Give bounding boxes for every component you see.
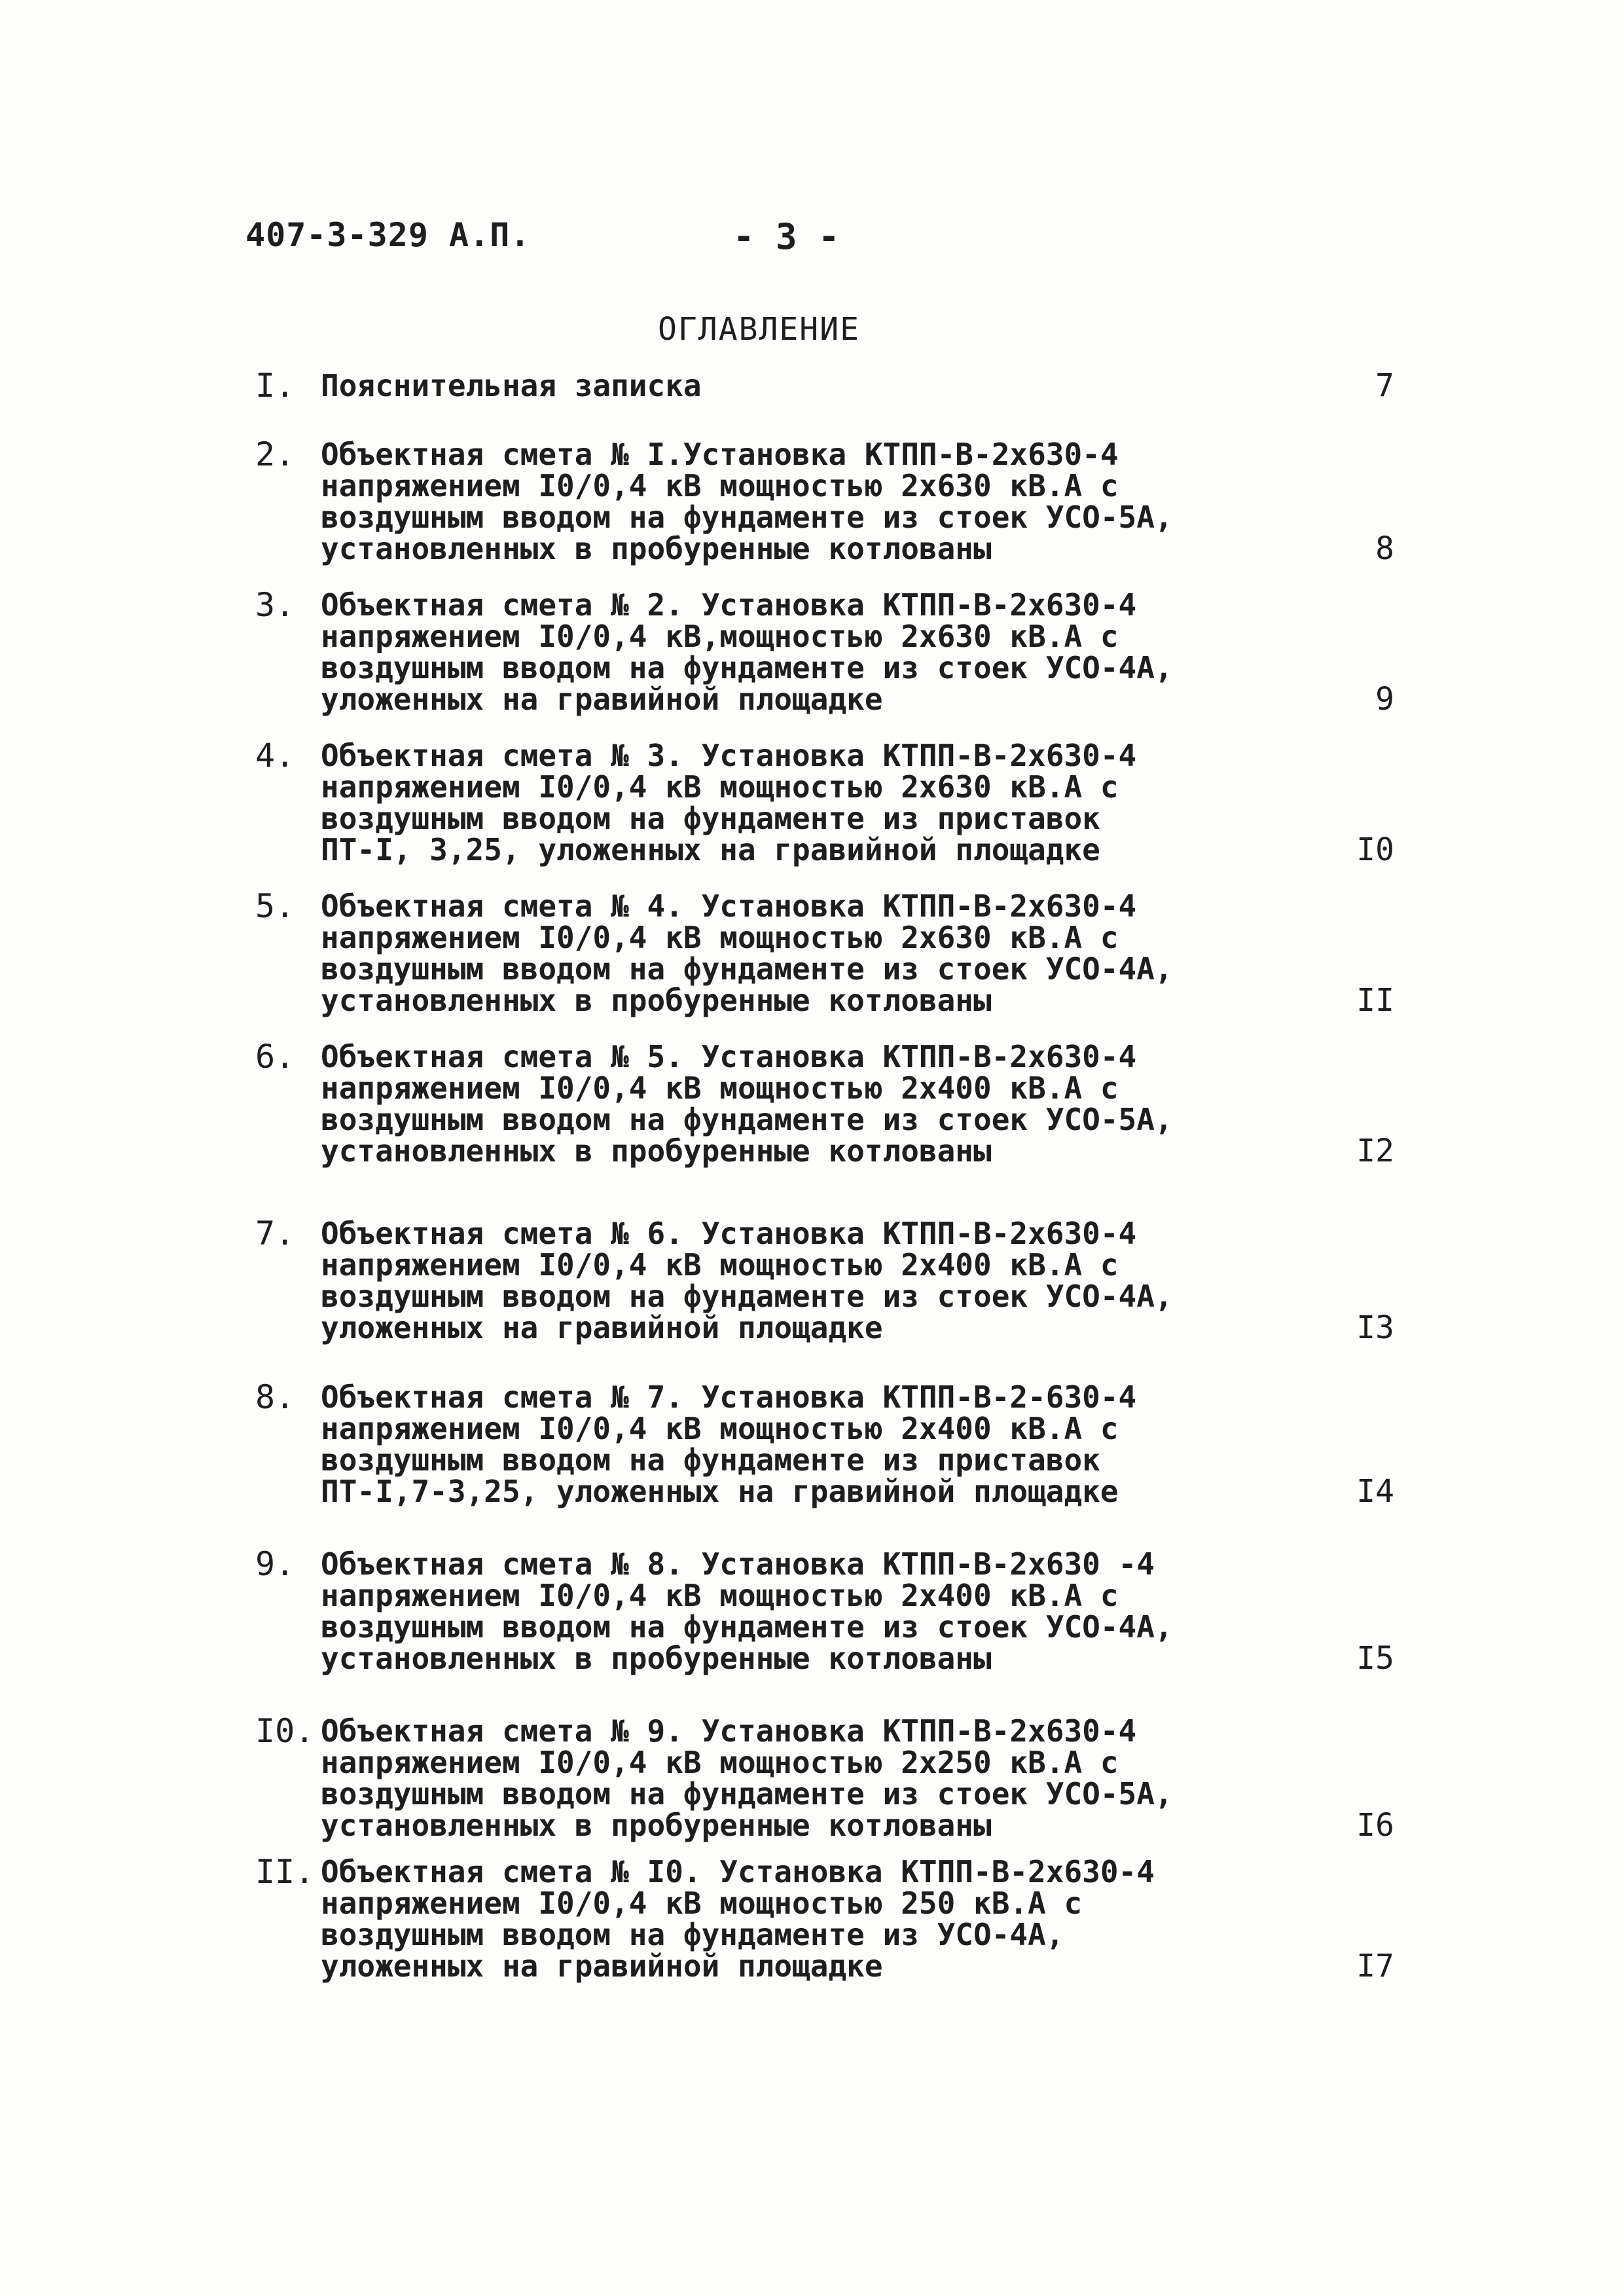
toc-entry-text bbox=[321, 370, 1290, 401]
toc-entry-line: воздушным вводом на фундаменте из стоек УСО-4А, bbox=[321, 951, 1173, 987]
toc-entry-page: I3 bbox=[1356, 1309, 1394, 1346]
toc-entry-number: 5. bbox=[255, 887, 295, 925]
toc-entry-text bbox=[321, 589, 1290, 715]
toc-entry-line: воздушным вводом на фундаменте из стоек УСО-5А, bbox=[321, 1776, 1173, 1812]
toc-entry-text bbox=[321, 1218, 1290, 1343]
toc-entry-line: Объектная смета № 8. Установка КТПП-В-2х630 -4 bbox=[321, 1546, 1155, 1582]
toc-entry-line: напряжением I0/0,4 кВ мощностью 2х630 кВ.А с bbox=[321, 769, 1119, 805]
toc-entry-line: установленных в пробуренные котлованы bbox=[321, 531, 992, 566]
toc-entry-line: Объектная смета № 2. Установка КТПП-В-2х630-4 bbox=[321, 587, 1137, 623]
toc-entry-number: 9. bbox=[255, 1545, 295, 1583]
toc-entry-page: 9 bbox=[1375, 681, 1394, 718]
toc-entry-line: напряжением I0/0,4 кВ,мощностью 2х630 кВ.А с bbox=[321, 619, 1119, 654]
toc-entry-line: напряжением I0/0,4 кВ мощностью 2х400 кВ.А с bbox=[321, 1247, 1119, 1283]
toc-entry-number: I0. bbox=[255, 1712, 315, 1750]
toc-entry-line: напряжением I0/0,4 кВ мощностью 250 кВ.А с bbox=[321, 1886, 1083, 1921]
toc-entry-number: II. bbox=[255, 1853, 315, 1891]
toc-entry-text bbox=[321, 1041, 1290, 1167]
toc-entry-line: установленных в пробуренные котлованы bbox=[321, 1641, 992, 1676]
toc-entry-line: воздушным вводом на фундаменте из приставок bbox=[321, 1442, 1100, 1478]
toc-entry-line: напряжением I0/0,4 кВ мощностью 2х630 кВ.А с bbox=[321, 920, 1119, 955]
toc-entry-text bbox=[321, 1548, 1290, 1674]
toc-entry-line: напряжением I0/0,4 кВ мощностью 2х400 кВ.А с bbox=[321, 1578, 1119, 1613]
toc-entry-page: I7 bbox=[1356, 1948, 1394, 1984]
toc-entry-line: установленных в пробуренные котлованы bbox=[321, 1808, 992, 1843]
toc-entry-line: напряжением I0/0,4 кВ мощностью 2х400 кВ.А с bbox=[321, 1411, 1119, 1446]
toc-entry-line: напряжением I0/0,4 кВ мощностью 2х400 кВ.А с bbox=[321, 1070, 1119, 1106]
toc-entry-page: I0 bbox=[1356, 831, 1394, 868]
page-number: - 3 - bbox=[733, 216, 840, 257]
toc-entry-line: воздушным вводом на фундаменте из стоек УСО-5А, bbox=[321, 500, 1173, 535]
document-code: 407-3-329 А.П. bbox=[245, 216, 531, 254]
toc-entry-number: 6. bbox=[255, 1038, 295, 1076]
toc-entry-line: Объектная смета № 3. Установка КТПП-В-2х630-4 bbox=[321, 738, 1137, 773]
toc-entry-page: I2 bbox=[1356, 1133, 1394, 1169]
toc-entry-line: воздушным вводом на фундаменте из стоек УСО-4А, bbox=[321, 1609, 1173, 1645]
toc-entry-text bbox=[321, 1381, 1290, 1507]
toc-entry-number: 7. bbox=[255, 1214, 295, 1252]
toc-title: ОГЛАВЛЕНИЕ bbox=[658, 311, 860, 348]
toc-entry-line: воздушным вводом на фундаменте из стоек УСО-5А, bbox=[321, 1102, 1173, 1137]
toc-entry-line: напряжением I0/0,4 кВ мощностью 2х630 кВ.А с bbox=[321, 468, 1119, 503]
toc-entry-text bbox=[321, 439, 1290, 564]
toc-entry-line: воздушным вводом на фундаменте из УСО-4А, bbox=[321, 1917, 1064, 1952]
toc-entry-line: напряжением I0/0,4 кВ мощностью 2х250 кВ.А с bbox=[321, 1745, 1119, 1780]
toc-entry-line: ПТ-I,7-3,25, уложенных на гравийной площадке bbox=[321, 1474, 1119, 1509]
toc-entry-text bbox=[321, 740, 1290, 866]
toc-entry-line: Объектная смета № 9. Установка КТПП-В-2х630-4 bbox=[321, 1713, 1137, 1749]
toc-entry-line: установленных в пробуренные котлованы bbox=[321, 1133, 992, 1169]
toc-entry-line: Объектная смета № 7. Установка КТПП-В-2-630-4 bbox=[321, 1379, 1137, 1415]
toc-entry-text bbox=[321, 1856, 1290, 1982]
toc-entry-line: уложенных на гравийной площадке bbox=[321, 682, 883, 717]
toc-entry-line: Объектная смета № I.Установка КТПП-В-2х630-4 bbox=[321, 437, 1119, 472]
toc-entry-number: 8. bbox=[255, 1378, 295, 1416]
toc-entry-page: 8 bbox=[1375, 530, 1394, 567]
toc-entry-page: II bbox=[1356, 982, 1394, 1019]
toc-entry-line: Пояснительная записка bbox=[321, 368, 702, 403]
toc-entry-line: воздушным вводом на фундаменте из стоек УСО-4А, bbox=[321, 650, 1173, 685]
toc-entry-number: 4. bbox=[255, 737, 295, 774]
toc-entry-page: 7 bbox=[1375, 367, 1394, 404]
toc-entry-line: воздушным вводом на фундаменте из стоек УСО-4А, bbox=[321, 1279, 1173, 1314]
toc-entry-page: I6 bbox=[1356, 1807, 1394, 1844]
toc-entry-page: I4 bbox=[1356, 1473, 1394, 1510]
toc-entry-page: I5 bbox=[1356, 1640, 1394, 1677]
toc-entry-line: Объектная смета № 4. Установка КТПП-В-2х630-4 bbox=[321, 888, 1137, 924]
toc-entry-line: уложенных на гравийной площадке bbox=[321, 1948, 883, 1984]
toc-entry-line: Объектная смета № 6. Установка КТПП-В-2х630-4 bbox=[321, 1216, 1137, 1251]
toc-entry-line: установленных в пробуренные котлованы bbox=[321, 983, 992, 1018]
toc-entry-number: I. bbox=[255, 367, 295, 405]
toc-entry-line: Объектная смета № I0. Установка КТПП-В-2х630-4 bbox=[321, 1854, 1155, 1889]
toc-entry-line: Объектная смета № 5. Установка КТПП-В-2х630-4 bbox=[321, 1039, 1137, 1074]
toc-entry-text bbox=[321, 890, 1290, 1016]
toc-entry-number: 2. bbox=[255, 435, 295, 473]
toc-entry-number: 3. bbox=[255, 586, 295, 624]
toc-entry-line: уложенных на гравийной площадке bbox=[321, 1310, 883, 1345]
toc-entry-text bbox=[321, 1715, 1290, 1841]
toc-entry-line: ПТ-I, 3,25, уложенных на гравийной площадке bbox=[321, 832, 1100, 867]
toc-entry-line: воздушным вводом на фундаменте из приставок bbox=[321, 801, 1100, 836]
